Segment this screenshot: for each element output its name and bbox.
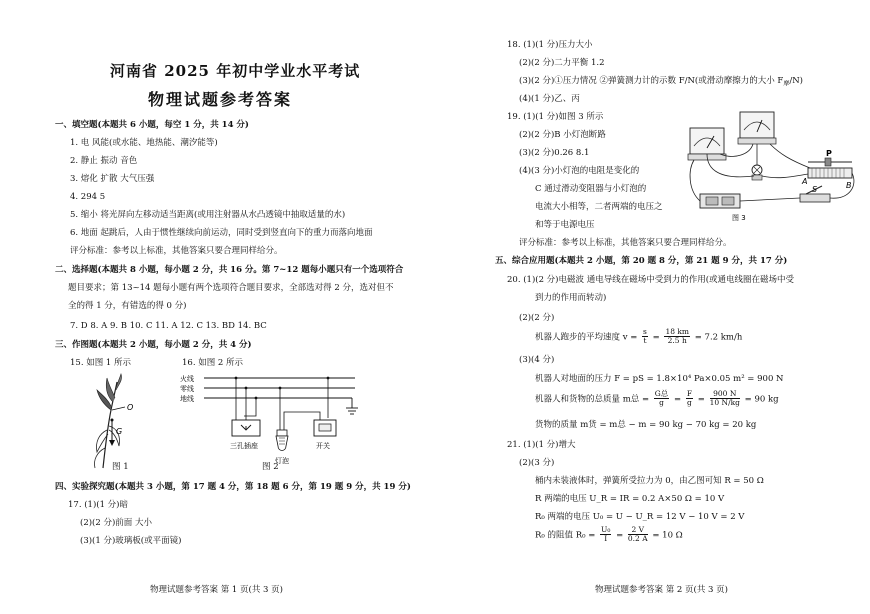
section-drawing: 三、作图题(本题共 2 小题，每小题 2 分，共 4 分)	[55, 340, 252, 350]
answer-20-1b: 到力的作用而转动)	[535, 293, 607, 303]
answer-18-1: 18. (1)(1 分)压力大小	[507, 40, 593, 50]
formula-r0: R₀ 的阻值 R₀ = $\frac{\text{U₀}}{I}$ = $\frac{2 V}{0.2 A}$ = 10 Ω	[535, 525, 683, 544]
answer-20-3: (3)(4 分)	[519, 355, 555, 365]
right-page	[435, 0, 870, 614]
formula-mass-cargo: 货物的质量 m货 = m总 − m = 90 kg − 70 kg = 20 kg	[535, 420, 757, 430]
label-a: A	[802, 177, 808, 186]
scoring-note: 评分标准：参考以上标准，其他答案只要合理同样给分。	[70, 246, 283, 256]
label-b: B	[846, 181, 852, 190]
answer-20-1: 20. (1)(2 分)电磁波 通电导线在磁场中受到力的作用(或通电线圈在磁场中受	[507, 275, 795, 285]
exam-title: 河南省 2025 年初中学业水平考试	[110, 62, 361, 80]
figure-1-plant-diagram	[85, 370, 155, 475]
drawing-15-label: 15. 如图 1 所示	[70, 358, 132, 368]
label-o: O	[127, 403, 134, 412]
answer-21-2c: R₀ 两端的电压 U₀ = U − U_R = 12 V − 10 V = 2 V	[535, 512, 745, 522]
drawing-16-label: 16. 如图 2 所示	[182, 358, 244, 368]
ground-wire-label: 地线	[180, 395, 194, 403]
figure-2-caption: 图 2	[262, 462, 279, 472]
answer-3: 3. 熔化 扩散 大气压强	[70, 174, 155, 184]
section-comprehensive: 五、综合应用题(本题共 2 小题，第 20 题 8 分，第 21 题 9 分，共 17 分)	[495, 256, 788, 266]
footer-page-2: 物理试题参考答案 第 2 页(共 3 页)	[595, 585, 728, 595]
section-fill-in: 一、填空题(本题共 6 小题，每空 1 分，共 14 分)	[55, 120, 249, 130]
fire-wire-label: 火线	[180, 375, 194, 383]
answer-19-4d: 和等于电源电压	[535, 220, 595, 230]
switch-label: 开关	[316, 442, 330, 450]
section-experiment: 四、实验探究题(本题共 3 小题，第 17 题 4 分，第 18 题 6 分，第 19 题 9 分，共 19 分)	[55, 482, 411, 492]
answer-21-2: (2)(3 分)	[519, 458, 555, 468]
label-s: S	[812, 185, 818, 194]
formula-speed: 机器人跑步的平均速度 v = $\frac{s}{t}$ = $\frac{18 km}{2.5 h}$ = 7.2 km/h	[535, 327, 743, 346]
answer-19-4c: 电流大小相等，二者两端的电压之	[535, 202, 663, 212]
page-title: 物理试题参考答案	[148, 90, 293, 109]
answer-19-4b: C 通过滑动变阻器与小灯泡的	[535, 184, 647, 194]
section-choice: 二、选择题(本题共 8 小题，每小题 2 分，共 16 分。第 7~12 题每小题只有一个选项符合	[55, 265, 404, 275]
answer-17-3: (3)(1 分)玻璃板(或平面镜)	[80, 536, 182, 546]
answer-21-2b: R 两端的电压 U_R = IR = 0.2 A×50 Ω = 10 V	[535, 494, 725, 504]
answer-18-2: (2)(2 分)二力平衡 1.2	[519, 58, 605, 68]
figure-2-circuit-diagram	[180, 372, 365, 467]
answer-19-3: (3)(2 分)0.26 8.1	[519, 148, 590, 158]
label-p: P	[826, 149, 832, 158]
answer-21-2a: 桶内未装液体时，弹簧所受拉力为 0，由乙图可知 R = 50 Ω	[535, 476, 764, 486]
choice-note-1: 题目要求；第 13~14 题每小题有两个选项符合题目要求，全部选对得 2 分，选对但不	[68, 283, 394, 293]
answer-17-1: 17. (1)(1 分)暗	[68, 500, 129, 510]
figure-3-caption: 图 3	[732, 214, 746, 222]
socket-label: 三孔插座	[230, 442, 258, 450]
footer-page-1: 物理试题参考答案 第 1 页(共 3 页)	[150, 585, 283, 595]
scoring-note-19: 评分标准：参考以上标准，其他答案只要合理同样给分。	[519, 238, 732, 248]
answer-5: 5. 缩小 将光屏向左移动适当距离(或用注射器从水凸透镜中抽取适量的水)	[70, 210, 346, 220]
choice-answers: 7. D 8. A 9. B 10. C 11. A 12. C 13. BD 14. BC	[70, 321, 267, 331]
neutral-wire-label: 零线	[180, 385, 194, 393]
answer-19-1: 19. (1)(1 分)如图 3 所示	[507, 112, 604, 122]
answer-20-2: (2)(2 分)	[519, 313, 555, 323]
formula-mass-total: 机器人和货物的总质量 m总 = $\frac{\text{G总}}{g}$ = $\frac{F}{g}$ = $\frac{900 N}{10 N/kg}$ = 90 kg	[535, 389, 779, 408]
answer-21-1: 21. (1)(1 分)增大	[507, 440, 576, 450]
answer-18-3: (3)(2 分)①压力情况 ②弹簧测力计的示数 F/N(或滑动摩擦力的大小 $F_摩/N$)	[519, 76, 803, 88]
answer-6: 6. 地面 起跳后，人由于惯性继续向前运动，同时受到竖直向下的重力而落向地面	[70, 228, 373, 238]
answer-17-2: (2)(2 分)前面 大小	[80, 518, 152, 528]
answer-19-4: (4)(3 分)小灯泡的电阻是变化的	[519, 166, 640, 176]
formula-pressure: 机器人对地面的压力 F = pS = 1.8×10⁴ Pa×0.05 m² = 900 N	[535, 374, 784, 384]
answer-4: 4. 294 5	[70, 192, 106, 202]
figure-1-caption: 图 1	[112, 462, 129, 472]
choice-note-2: 全的得 1 分，有错选的得 0 分)	[68, 301, 187, 311]
label-g: G	[116, 427, 123, 436]
bulb-label: 灯泡	[275, 457, 289, 465]
answer-19-2: (2)(2 分)B 小灯泡断路	[519, 130, 606, 140]
figure-3-circuit-diagram	[680, 110, 860, 222]
answer-1: 1. 电 风能(或水能、地热能、潮汐能等)	[70, 138, 218, 148]
answer-2: 2. 静止 振动 音色	[70, 156, 138, 166]
answer-18-4: (4)(1 分)乙、丙	[519, 94, 580, 104]
